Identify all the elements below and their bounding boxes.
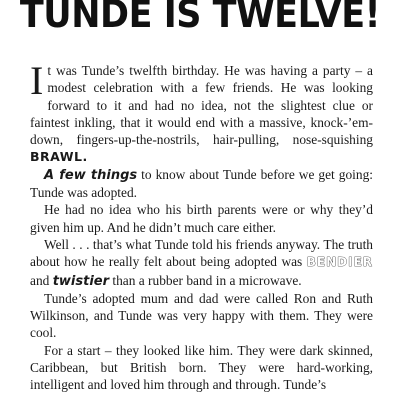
paragraph-2 — [30, 166, 373, 202]
paragraph-4 — [30, 236, 373, 290]
paragraph-4-text-c: and — [30, 272, 53, 288]
bendier-word: BENDIER — [306, 255, 373, 270]
chapter-title-text: TUNDE IS TWELVE! — [19, 0, 381, 36]
chapter-title — [16, 0, 384, 36]
brawl-word: BRAWL. — [30, 149, 88, 165]
a-few-things-phrase: A few things — [44, 167, 138, 183]
paragraph-2-text: to know about Tunde before we get going: Tunde was adopted. — [30, 166, 373, 201]
paragraph-4-text-e: than a rubber band in a microwave. — [109, 272, 302, 288]
paragraph-1 — [30, 58, 373, 166]
twistier-word: twistier — [52, 273, 110, 289]
paragraph-3: He had no idea who his birth parents were or why they’d given him up. And he didn’t much care either. — [30, 202, 373, 235]
paragraph-4-text-a: Well . . . that’s what Tunde told his friends anyway. The truth about how he really felt about being adopted was — [30, 236, 373, 270]
paragraph-6: For a start – they looked like him. They were dark skinned, Caribbean, but British born. They were hard-working, intelligent and loved him through and through. Tunde’s — [30, 342, 373, 393]
paragraph-1-text: It was Tunde’s twelfth birthday. He was having a party – a modest celebration with a few friends. He was looking forward to it and had no idea, not the slightest clue or faintest inkling, that it would end with a massive, knock-’em-down, fingers-up-the-nostrils, hair-pulling, nose-squishing — [30, 58, 373, 148]
paragraph-5: Tunde’s adopted mum and dad were called Ron and Ruth Wilkinson, and Tunde was very happy with them. They were cool. — [30, 290, 373, 341]
chapter-body — [30, 58, 373, 394]
